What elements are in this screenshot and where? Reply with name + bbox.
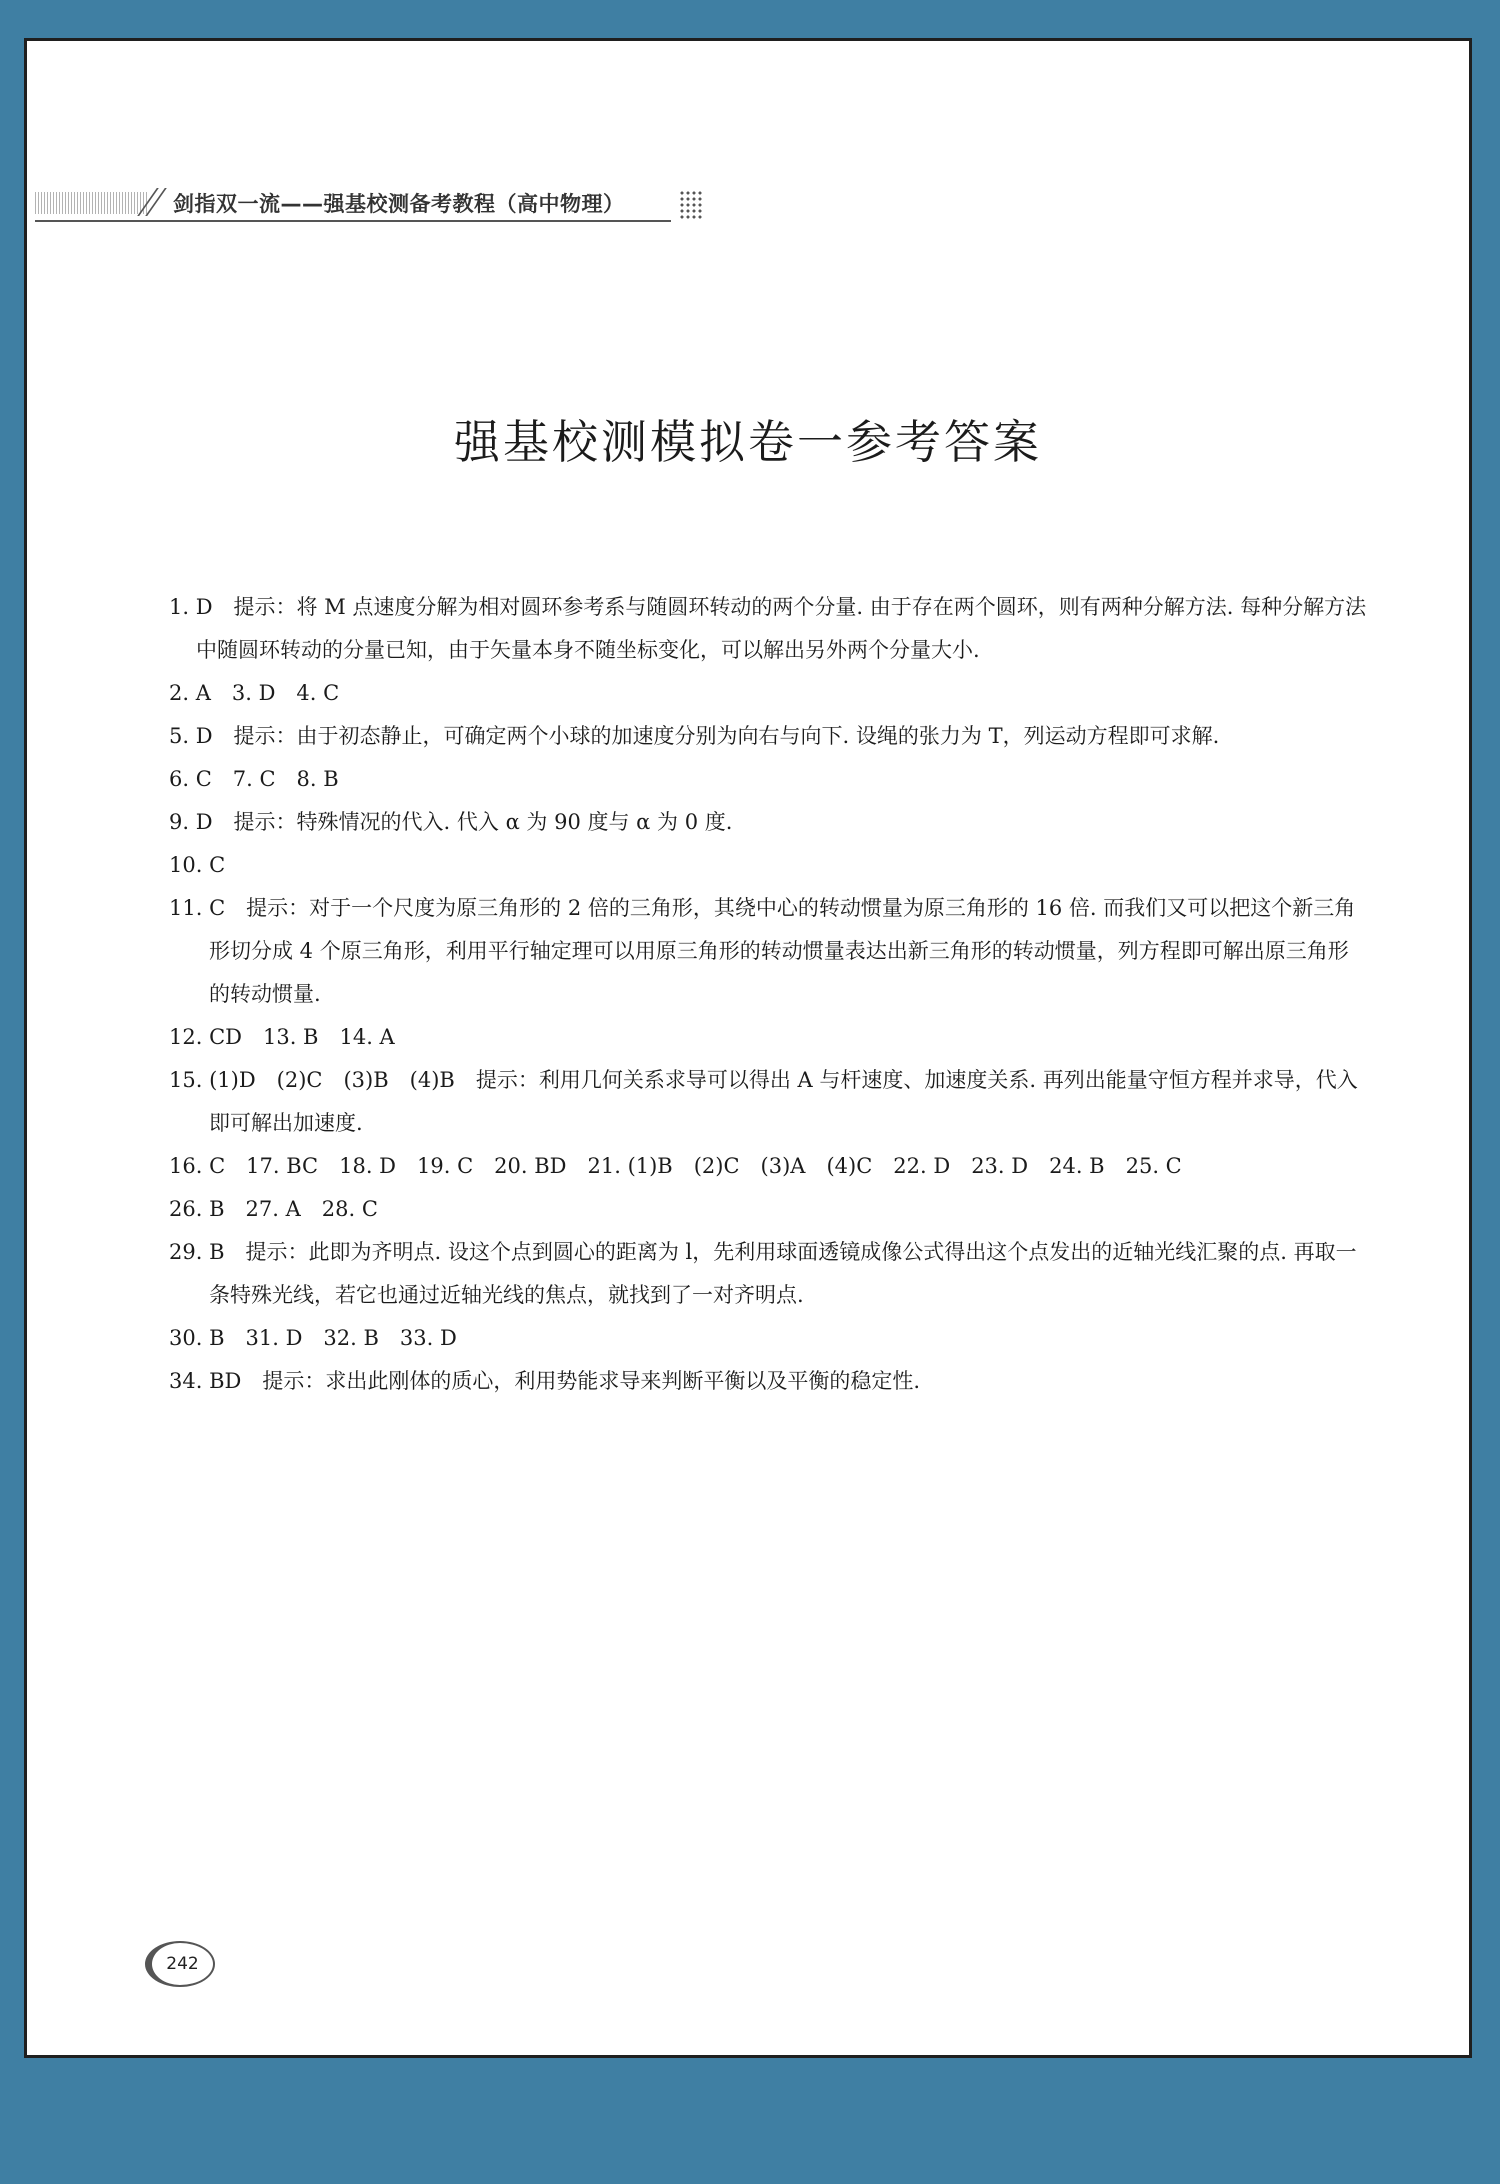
running-title: 剑指双一流——强基校测备考教程（高中物理）: [173, 192, 625, 216]
answer-item: 5. D 提示：由于初态静止，可确定两个小球的加速度分别为向右与向下. 设绳的张力为 T，列运动方程即可求解.: [169, 724, 1220, 748]
answer-item: 12. CD 13. B 14. A: [169, 1025, 395, 1049]
header-hatch-decoration: [35, 192, 147, 214]
answer-item: 11. C 提示：对于一个尺度为原三角形的 2 倍的三角形，其绕中心的转动惯量为原三角形的 16 倍. 而我们又可以把这个新三角形切分成 4 个原三角形，利用平行轴定理可以用原三角形的转动惯量表达出新三角形的转动惯量，列方程即可解出原三角形的转动惯量.: [169, 896, 1356, 1006]
header-dots-decoration: [679, 190, 703, 220]
header-rule: [35, 220, 671, 222]
answer-item: 6. C 7. C 8. B: [169, 767, 339, 791]
answer-item: 10. C: [169, 853, 226, 877]
answer-item: 1. D 提示：将 M 点速度分解为相对圆环参考系与随圆环转动的两个分量. 由于存在两个圆环，则有两种分解方法. 每种分解方法中随圆环转动的分量已知，由于矢量本身不随坐标变化，可以解出另外两个分量大小.: [169, 595, 1367, 662]
answer-item: 34. BD 提示：求出此刚体的质心，利用势能求导来判断平衡以及平衡的稳定性.: [169, 1369, 921, 1393]
page-title: 强基校测模拟卷一参考答案: [454, 415, 1042, 469]
answer-item: 15. (1)D (2)C (3)B (4)B 提示：利用几何关系求导可以得出 A 与杆速度、加速度关系. 再列出能量守恒方程并求导，代入即可解出加速度.: [169, 1068, 1358, 1135]
answer-item: 9. D 提示：特殊情况的代入. 代入 α 为 90 度与 α 为 0 度.: [169, 810, 733, 834]
answer-item: 26. B 27. A 28. C: [169, 1197, 378, 1221]
answer-item: 30. B 31. D 32. B 33. D: [169, 1326, 457, 1350]
document-page: [24, 38, 1472, 2058]
answer-item: 16. C 17. BC 18. D 19. C 20. BD 21. (1)B (2)C (3)A (4)C 22. D 23. D 24. B 25. C: [169, 1154, 1182, 1178]
answer-list: [169, 586, 1369, 1403]
answer-item: 29. B 提示：此即为齐明点. 设这个点到圆心的距离为 l，先利用球面透镜成像公式得出这个点发出的近轴光线汇聚的点. 再取一条特殊光线，若它也通过近轴光线的焦点，就找到了一对齐明点.: [169, 1240, 1357, 1307]
answer-item: 2. A 3. D 4. C: [169, 681, 340, 705]
running-header: [35, 186, 715, 226]
page-number-badge: 242: [145, 1941, 215, 1987]
